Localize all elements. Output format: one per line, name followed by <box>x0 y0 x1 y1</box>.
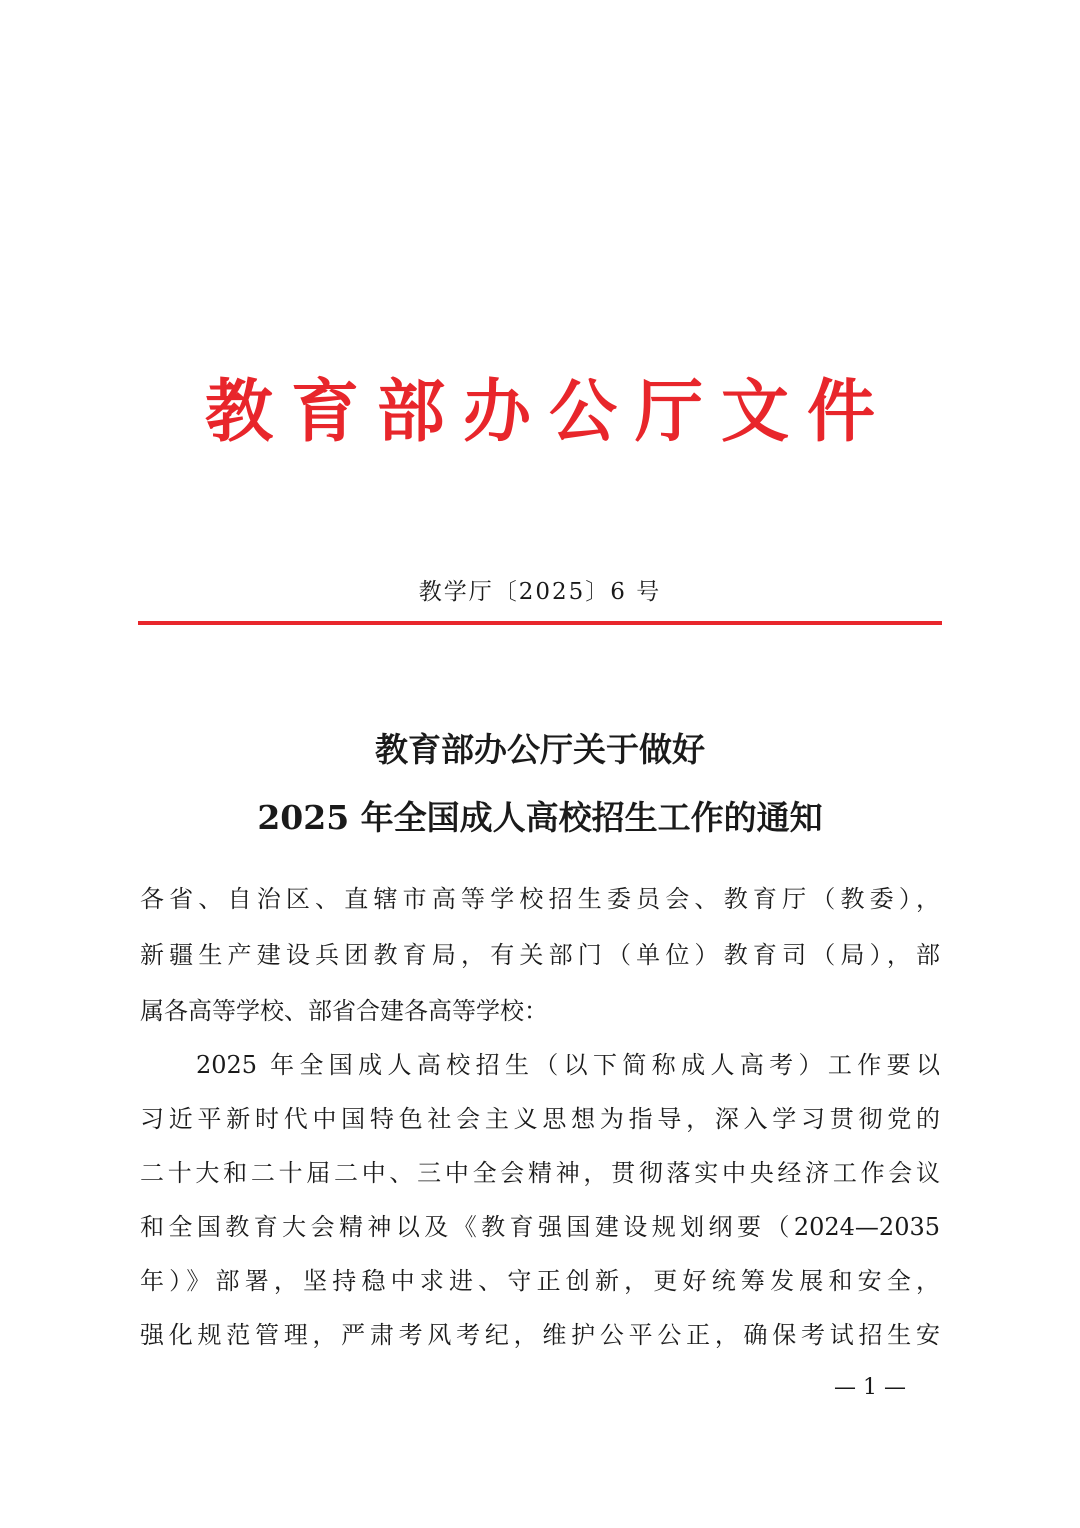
body-text-line: 属各高等学校、部省合建各高等学校： <box>140 997 548 1025</box>
document-title-line-2: 2025 年全国成人高校招生工作的通知 <box>257 798 823 837</box>
document-number: 教学厅〔2025〕6 号 <box>418 579 662 605</box>
document-title-line-1: 教育部办公厅关于做好 <box>375 730 705 769</box>
body-text-line: 2025 年全国成人高校招生（以下简称成人高考）工作要以 <box>196 1051 940 1079</box>
body-text-line: 各省、自治区、直辖市高等学校招生委员会、教育厅（教委）， <box>140 885 940 913</box>
red-separator-rule <box>138 621 942 625</box>
body-text-line: 年）》部署，坚持稳中求进、守正创新，更好统筹发展和安全， <box>140 1267 940 1295</box>
body-text-line: 习近平新时代中国特色社会主义思想为指导，深入学习贯彻党的 <box>140 1105 940 1133</box>
body-text-line: 和全国教育大会精神以及《教育强国建设规划纲要（2024—2035 <box>140 1213 940 1241</box>
body-text-line: 新疆生产建设兵团教育局，有关部门（单位）教育司（局），部 <box>140 941 940 969</box>
document-header-title: 教育部办公厅文件 <box>204 372 893 452</box>
body-text-line: 二十大和二十届二中、三中全会精神，贯彻落实中央经济工作会议 <box>140 1159 940 1187</box>
page-number: — 1 — <box>834 1375 906 1400</box>
body-text-line: 强化规范管理，严肃考风考纪，维护公平公正，确保考试招生安 <box>140 1321 940 1349</box>
